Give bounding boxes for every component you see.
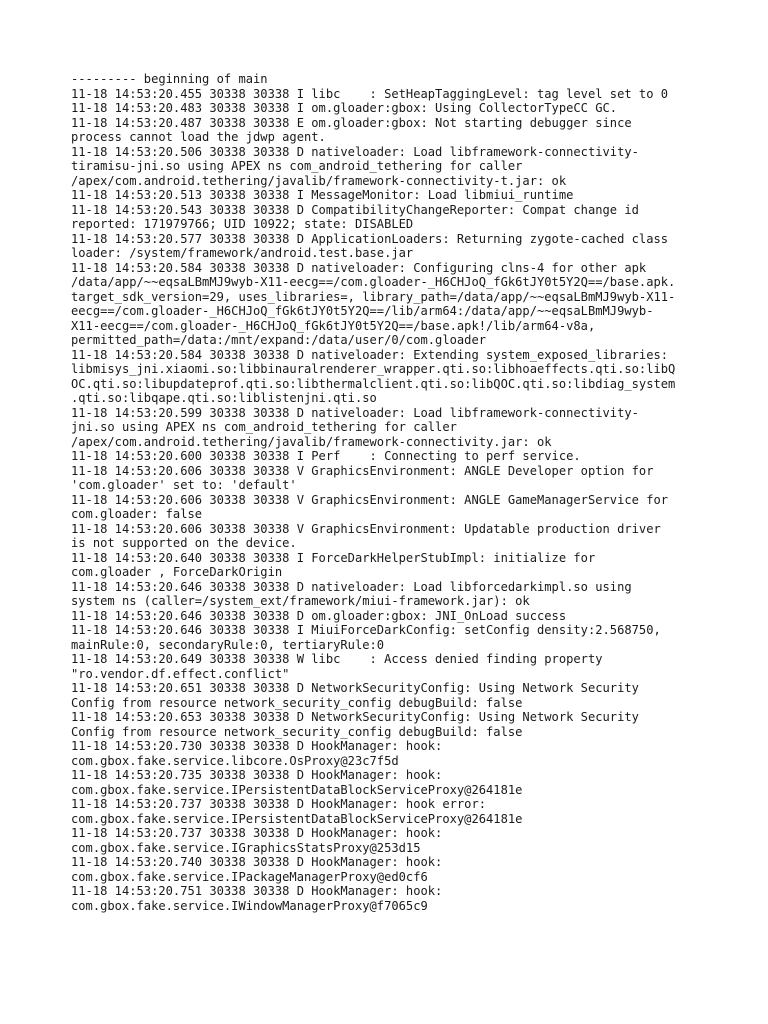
log-line: 11-18 14:53:20.577 30338 30338 D ApplicationLoaders: Returning zygote-cached class [71,231,669,246]
log-line: com.gbox.fake.service.libcore.OsProxy@23c7f5d [71,753,399,768]
log-line: jni.so using APEX ns com_android_tethering for caller [71,420,457,434]
log-line: reported: 171979766; UID 10922; state: DISABLED [71,217,414,231]
log-line: X11-eecg==/com.gloader-_H6CHJoQ_fGk6tJY0t5Y2Q==/base.apk!/lib/arm64-v8a, [71,318,596,333]
log-line: 11-18 14:53:20.646 30338 30338 D nativeloader: Load libforcedarkimpl.so using [71,579,632,594]
log-line: process cannot load the jdwp agent. [71,130,326,144]
log-line: 11-18 14:53:20.513 30338 30338 I MessageMonitor: Load libmiui_runtime [71,188,574,202]
log-line: eecg==/com.gloader-_H6CHJoQ_fGk6tJY0t5Y2Q==/lib/arm64:/data/app/~~eqsaLBmMJ9wyb- [71,304,654,318]
log-line: --------- beginning of main [71,72,268,86]
log-line: 11-18 14:53:20.649 30338 30338 W libc : Access denied finding property [71,652,603,666]
log-line: .qti.so:libqape.qti.so:liblistenjni.qti.so [71,391,377,405]
log-line: 11-18 14:53:20.483 30338 30338 I om.gloader:gbox: Using CollectorTypeCC GC. [71,101,618,115]
log-line: com.gbox.fake.service.IPersistentDataBlockServiceProxy@264181e [71,782,523,797]
log-line: 11-18 14:53:20.737 30338 30338 D HookManager: hook error: [71,797,487,811]
log-line: com.gbox.fake.service.IPackageManagerProxy@ed0cf6 [71,869,428,884]
log-line: 'com.gloader' set to: 'default' [71,478,297,492]
log-line: 11-18 14:53:20.737 30338 30338 D HookManager: hook: [71,826,443,840]
log-line: 11-18 14:53:20.606 30338 30338 V GraphicsEnvironment: Updatable production driver [71,521,661,536]
log-line: 11-18 14:53:20.584 30338 30338 D nativeloader: Extending system_exposed_libraries: [71,347,669,362]
log-line: 11-18 14:53:20.506 30338 30338 D nativeloader: Load libframework-connectivity- [71,144,639,159]
log-line: is not supported on the device. [71,536,297,550]
log-line: "ro.vendor.df.effect.conflict" [71,666,290,681]
log-line: 11-18 14:53:20.646 30338 30338 I MiuiForceDarkConfig: setConfig density:2.568750, [71,623,661,637]
log-line: 11-18 14:53:20.487 30338 30338 E om.gloader:gbox: Not starting debugger since [71,115,632,130]
log-line: 11-18 14:53:20.606 30338 30338 V GraphicsEnvironment: ANGLE GameManagerService for [71,492,669,507]
log-line: 11-18 14:53:20.653 30338 30338 D NetworkSecurityConfig: Using Network Security [71,710,639,724]
log-line: 11-18 14:53:20.640 30338 30338 I ForceDarkHelperStubImpl: initialize for [71,550,596,565]
log-line: 11-18 14:53:20.600 30338 30338 I Perf : Connecting to perf service. [71,449,581,463]
log-line: 11-18 14:53:20.751 30338 30338 D HookManager: hook: [71,884,443,898]
log-line: mainRule:0, secondaryRule:0, tertiaryRule:0 [71,637,385,652]
log-line: tiramisu-jni.so using APEX ns com_android_tethering for caller [71,159,523,173]
log-document [71,72,711,913]
log-line: /data/app/~~eqsaLBmMJ9wyb-X11-eecg==/com.gloader-_H6CHJoQ_fGk6tJY0t5Y2Q==/base.apk. [71,275,676,289]
log-line: com.gbox.fake.service.IPersistentDataBlockServiceProxy@264181e [71,811,523,826]
log-line: /apex/com.android.tethering/javalib/framework-connectivity.jar: ok [71,434,552,449]
log-line: permitted_path=/data:/mnt/expand:/data/user/0/com.gloader [71,333,487,347]
log-line: 11-18 14:53:20.646 30338 30338 D om.gloader:gbox: JNI_OnLoad success [71,608,567,623]
log-line: target_sdk_version=29, uses_libraries=, library_path=/data/app/~~eqsaLBmMJ9wyb-X11- [71,289,676,304]
log-line: Config from resource network_security_config debugBuild: false [71,724,523,739]
log-line: /apex/com.android.tethering/javalib/framework-connectivity-t.jar: ok [71,173,567,188]
log-line: 11-18 14:53:20.543 30338 30338 D CompatibilityChangeReporter: Compat change id [71,202,639,217]
log-line: 11-18 14:53:20.455 30338 30338 I libc : SetHeapTaggingLevel: tag level set to 0 [71,86,669,101]
log-line: libmisys_jni.xiaomi.so:libbinauralrenderer_wrapper.qti.so:libhoaeffects.qti.so:libQ [71,362,676,376]
log-line: com.gbox.fake.service.IGraphicsStatsProxy@253d15 [71,840,421,855]
log-line: com.gbox.fake.service.IWindowManagerProxy@f7065c9 [71,898,428,913]
log-line: com.gloader: false [71,507,203,521]
log-line: system ns (caller=/system_ext/framework/miui-framework.jar): ok [71,594,530,608]
log-line: 11-18 14:53:20.651 30338 30338 D NetworkSecurityConfig: Using Network Security [71,681,639,695]
log-line: 11-18 14:53:20.606 30338 30338 V GraphicsEnvironment: ANGLE Developer option for [71,463,654,478]
log-line: 11-18 14:53:20.730 30338 30338 D HookManager: hook: [71,739,443,753]
log-line: Config from resource network_security_config debugBuild: false [71,695,523,710]
log-line: 11-18 14:53:20.584 30338 30338 D nativeloader: Configuring clns-4 for other apk [71,260,647,275]
log-line: 11-18 14:53:20.740 30338 30338 D HookManager: hook: [71,855,443,869]
log-line: com.gloader , ForceDarkOrigin [71,565,283,579]
log-line: loader: /system/framework/android.test.base.jar [71,246,414,260]
log-line: 11-18 14:53:20.599 30338 30338 D nativeloader: Load libframework-connectivity- [71,405,639,420]
log-line: OC.qti.so:libupdateprof.qti.so:libthermalclient.qti.so:libQOC.qti.so:libdiag_system [71,376,676,391]
log-line: 11-18 14:53:20.735 30338 30338 D HookManager: hook: [71,768,443,782]
